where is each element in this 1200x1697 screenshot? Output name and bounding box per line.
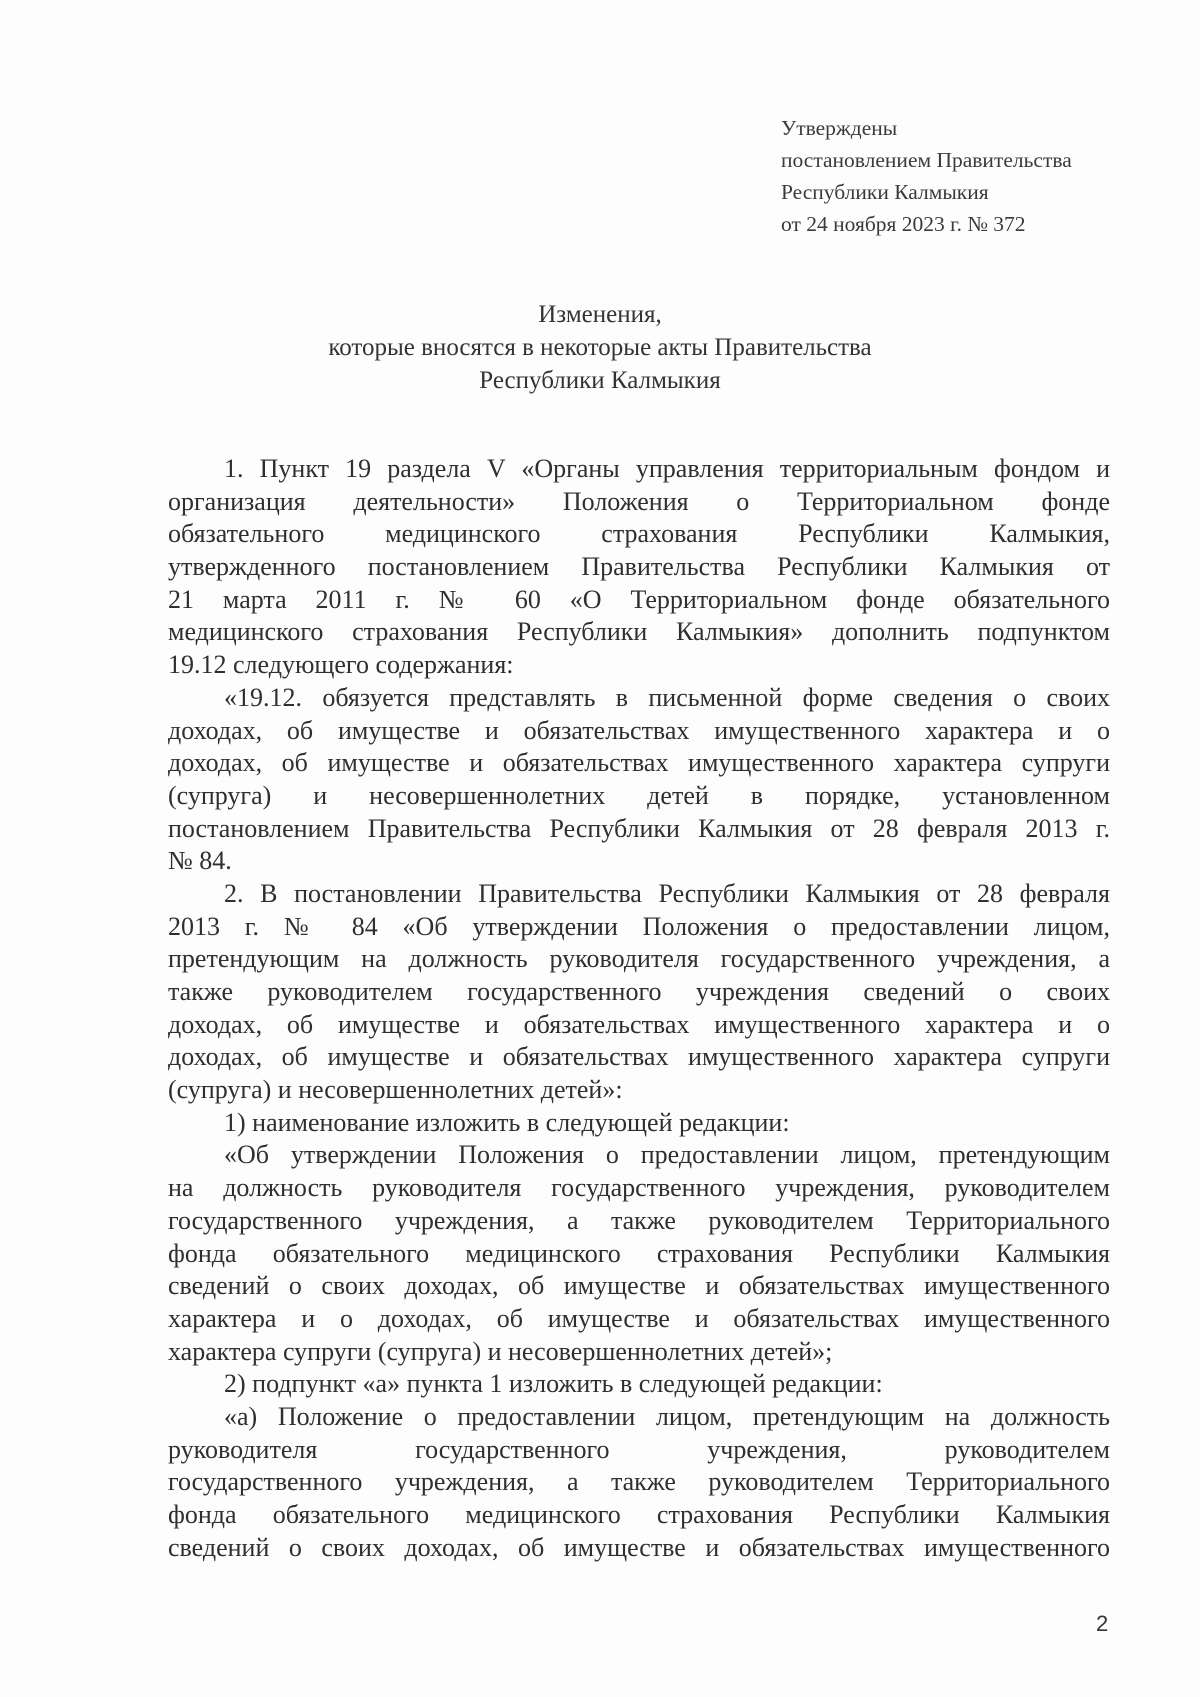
title-line: Изменения, bbox=[538, 301, 662, 328]
body-line: фонда обязательного медицинского страхования Республики Калмыкия bbox=[168, 1238, 1110, 1268]
approval-line: Утверждены bbox=[781, 116, 898, 140]
approval-line: постановлением Правительства bbox=[781, 148, 1072, 172]
body-line: 2) подпункт «а» пункта 1 изложить в следующей редакции: bbox=[224, 1369, 883, 1399]
approval-stamp bbox=[781, 112, 1161, 240]
title-line: которые вносятся в некоторые акты Правительства bbox=[328, 334, 872, 361]
body-line: организация деятельности» Положения о Территориальном фонде bbox=[168, 486, 1110, 516]
body-line: (супруга) и несовершеннолетних детей»: bbox=[168, 1075, 623, 1105]
body-line: сведений о своих доходах, об имуществе и обязательствах имущественного bbox=[168, 1271, 1110, 1301]
body-line: 19.12 следующего содержания: bbox=[168, 650, 514, 680]
page-number: 2 bbox=[1096, 1611, 1109, 1636]
body-line: «Об утверждении Положения о предоставлении лицом, претендующим bbox=[224, 1140, 1110, 1170]
body-line: доходах, об имуществе и обязательствах имущественного характера супруги bbox=[168, 748, 1110, 778]
body-line: характера супруги (супруга) и несовершеннолетних детей»; bbox=[168, 1336, 833, 1366]
body-line: «19.12. обязуется представлять в письменной форме сведения о своих bbox=[224, 682, 1110, 712]
body-line: 1) наименование изложить в следующей редакции: bbox=[224, 1107, 790, 1137]
body-line: № 84. bbox=[168, 846, 232, 876]
body-line: руководителя государственного учреждения, руководителем bbox=[168, 1434, 1110, 1464]
document-body bbox=[168, 453, 1110, 1564]
body-line: характера и о доходах, об имуществе и обязательствах имущественного bbox=[168, 1303, 1110, 1333]
body-line: 2013 г. № 84 «Об утверждении Положения о предоставлении лицом, bbox=[168, 911, 1110, 941]
body-line: также руководителем государственного учреждения сведений о своих bbox=[168, 977, 1110, 1006]
body-line: сведений о своих доходах, об имуществе и обязательствах имущественного bbox=[168, 1532, 1110, 1562]
approval-line: Республики Калмыкия bbox=[781, 180, 989, 204]
body-line: государственного учреждения, а также руководителем Территориального bbox=[168, 1467, 1110, 1497]
body-line: 1. Пункт 19 раздела V «Органы управления территориальным фондом и bbox=[224, 454, 1110, 483]
body-line: доходах, об имуществе и обязательствах имущественного характера супруги bbox=[168, 1042, 1110, 1072]
title-line: Республики Калмыкия bbox=[479, 367, 721, 394]
body-line: утвержденного постановлением Правительства Республики Калмыкия от bbox=[168, 552, 1110, 582]
body-line: претендующим на должность руководителя государственного учреждения, а bbox=[168, 944, 1110, 974]
body-line: постановлением Правительства Республики Калмыкия от 28 февраля 2013 г. bbox=[168, 813, 1110, 843]
body-line: 2. В постановлении Правительства Республики Калмыкия от 28 февраля bbox=[224, 878, 1110, 908]
body-line: фонда обязательного медицинского страхования Республики Калмыкия bbox=[168, 1500, 1110, 1529]
body-line: обязательного медицинского страхования Республики Калмыкия, bbox=[168, 519, 1110, 549]
body-line: государственного учреждения, а также руководителем Территориального bbox=[168, 1205, 1110, 1235]
body-line: медицинского страхования Республики Калмыкия» дополнить подпунктом bbox=[168, 617, 1110, 647]
approval-line: от 24 ноября 2023 г. № 372 bbox=[781, 212, 1026, 236]
document-title bbox=[0, 298, 1200, 397]
body-line: 21 марта 2011 г. № 60 «О Территориальном фонде обязательного bbox=[168, 584, 1110, 614]
body-line: (супруга) и несовершеннолетних детей в порядке, установленном bbox=[168, 780, 1110, 810]
body-line: «а) Положение о предоставлении лицом, претендующим на должность bbox=[224, 1401, 1110, 1431]
body-line: доходах, об имуществе и обязательствах имущественного характера и о bbox=[168, 715, 1110, 745]
body-line: доходах, об имуществе и обязательствах имущественного характера и о bbox=[168, 1009, 1110, 1039]
body-line: на должность руководителя государственного учреждения, руководителем bbox=[168, 1173, 1110, 1203]
